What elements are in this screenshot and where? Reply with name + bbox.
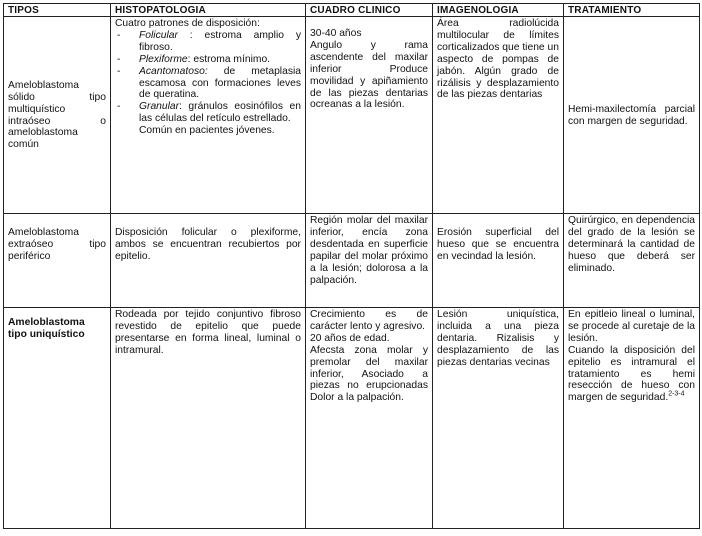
clinico-age: 30-40 años <box>310 28 362 39</box>
list-item <box>115 30 301 54</box>
tipo-text: Ameloblastoma sólido tipo multiquístico intraóseo o ameloblastoma común <box>8 79 106 151</box>
pattern-text: : gránulos eosinófilos en las células del retículo estrellado. <box>139 101 301 125</box>
list-item <box>115 101 301 125</box>
pattern-text: : estroma amplio y fibroso. <box>139 29 301 53</box>
cell-imagenologia <box>433 214 564 308</box>
tratamiento-text <box>568 345 695 405</box>
clinico-text: Angulo y rama ascendente del maxilar inferior Produce movilidad y apiñamiento de las piezas dentarias ocreanas a la lesión. <box>310 39 428 111</box>
histo-text: Rodeada por tejido conjuntivo fibroso revestido de epitelio que puede presentarse en forma lineal, luminal o intramural. <box>115 309 301 356</box>
header-imagenologia: IMAGENOLOGIA <box>433 4 564 17</box>
reference-superscript: 2-3-4 <box>668 390 685 398</box>
pattern-term: Plexiforme <box>139 53 188 65</box>
pattern-term: Granular <box>139 101 180 113</box>
tratamiento-text: En epitleio lineal o luminal, se procede al curetaje de la lesión. <box>568 309 695 344</box>
list-item <box>115 54 301 66</box>
list-item <box>115 66 301 102</box>
cell-cuadro-clinico <box>306 214 433 308</box>
header-tratamiento: TRATAMIENTO <box>564 4 700 17</box>
header-row <box>4 4 700 17</box>
cell-cuadro-clinico <box>306 17 433 214</box>
clinico-text: Afecsta zona molar y premolar del maxilar inferior, Asociado a piezas no erupcionadas Dolor a la palpación. <box>310 344 428 404</box>
tipo-text: Ameloblastoma extraóseo tipo periférico <box>8 227 106 262</box>
clinico-text: 20 años de edad. <box>310 332 390 344</box>
cell-tipo <box>4 214 111 308</box>
cell-tipo <box>4 308 111 529</box>
tipo-text: Ameloblastoma tipo uniquístico <box>8 317 85 340</box>
clinico-text: Crecimiento es de carácter lento y agresivo. <box>310 309 428 332</box>
cell-histopatologia <box>111 17 306 214</box>
pattern-list <box>115 30 301 125</box>
ameloblastoma-table <box>3 3 700 529</box>
tratamiento-text: Hemi-maxilectomía parcial con margen de seguridad. <box>568 103 695 127</box>
tratamiento-text-body: Cuando la disposición del epitelio es intramural el tratamiento es hemi resección de hueso con margen de seguridad. <box>568 344 695 404</box>
pattern-term: Acantomatoso: <box>139 65 208 77</box>
histo-intro: Cuatro patrones de disposición: <box>115 18 260 29</box>
pattern-text: de metaplasia escamosa con formaciones leves de queratina. <box>139 65 301 101</box>
histo-tail: Común en pacientes jóvenes. <box>139 125 275 137</box>
imagen-text: Lesión uniquística, incluida a una pieza dentaria. Rizalisis y desplazamiento de las piezas dentarias vecinas <box>437 309 559 368</box>
tratamiento-text: Quirúrgico, en dependencia del grado de la lesión se determinará la cantidad de hueso que deberá ser eliminado. <box>568 215 695 274</box>
cell-cuadro-clinico <box>306 308 433 529</box>
table-row <box>4 308 700 529</box>
table-row <box>4 17 700 214</box>
clinico-text: Región molar del maxilar inferior, encía zona desdentada en superficie papilar del molar próximo a la lesión; dolorosa a la palpación. <box>310 215 428 286</box>
cell-histopatologia <box>111 214 306 308</box>
cell-histopatologia <box>111 308 306 529</box>
cell-tratamiento <box>564 214 700 308</box>
header-histopatologia: HISTOPATOLOGIA <box>111 4 306 17</box>
header-cuadro-clinico: CUADRO CLINICO <box>306 4 433 17</box>
cell-tipo <box>4 17 111 214</box>
imagen-text: Área radiolúcida multilocular de límites corticalizados que tiene un aspecto de pompas de jabón. Algún grado de rizálisis y desplazamiento de las piezas dentarias <box>437 18 559 101</box>
imagen-text: Erosión superficial del hueso que se encuentra en vecindad la lesión. <box>437 227 559 262</box>
cell-tratamiento <box>564 308 700 529</box>
cell-tratamiento <box>564 17 700 214</box>
table-row <box>4 214 700 308</box>
pattern-term: Folicular <box>139 29 178 41</box>
header-tipos: TIPOS <box>4 4 111 17</box>
cell-imagenologia <box>433 308 564 529</box>
cell-imagenologia <box>433 17 564 214</box>
pattern-text: : estroma mínimo. <box>187 53 271 65</box>
histo-text: Disposición folicular o plexiforme, ambos se encuentran recubiertos por epitelio. <box>115 227 301 262</box>
